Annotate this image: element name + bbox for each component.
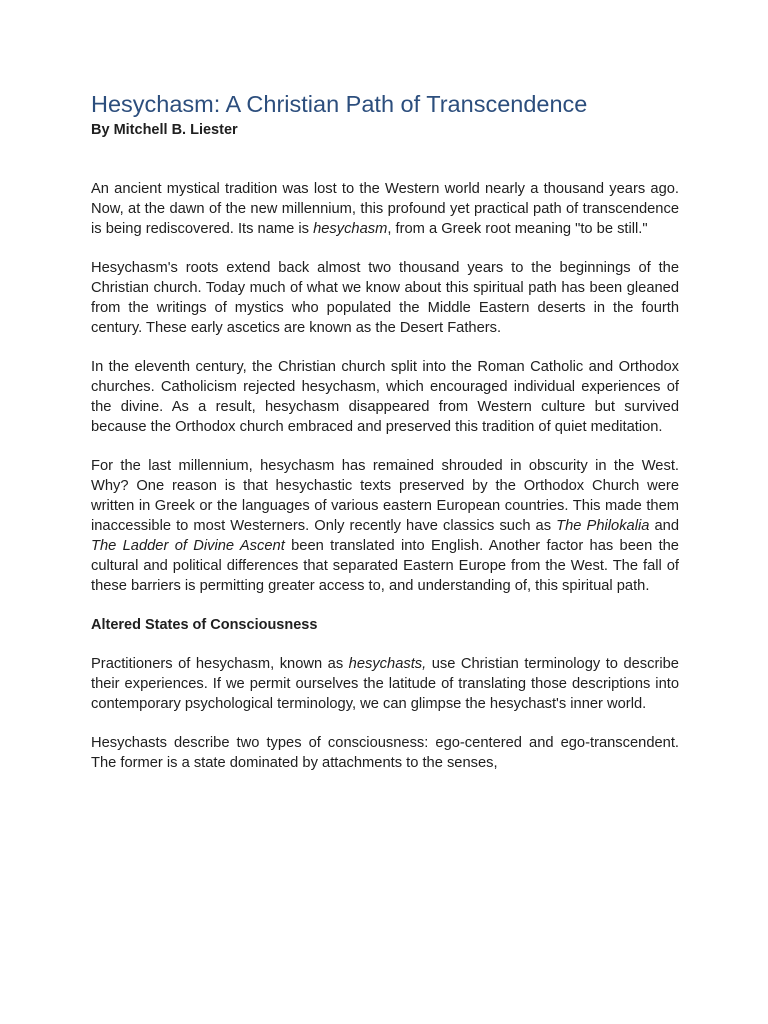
- paragraph-4-text-c: been translated into English. Another factor has been the cultural and political differences that separated Eastern Europe from the West. The fall of these barriers is permitting greater access to, and understanding of, this spiritual path.: [91, 538, 679, 594]
- paragraph-3: In the eleventh century, the Christian church split into the Roman Catholic and Orthodox churches. Catholicism rejected hesychasm, which encouraged individual experiences of the divine. As a result, hesychasm disappeared from Western culture but survived because the Orthodox church embraced and preserved this tradition of quiet meditation.: [91, 359, 679, 435]
- paragraph-6: Hesychasts describe two types of consciousness: ego-centered and ego-transcendent. The former is a state dominated by attachments to the senses,: [91, 735, 679, 771]
- document-title: Hesychasm: A Christian Path of Transcendence: [91, 91, 588, 117]
- document-body: [91, 88, 679, 792]
- paragraph-4-text-a: For the last millennium, hesychasm has remained shrouded in obscurity in the West. Why? One reason is that hesychastic texts preserved by the Orthodox Church were written in Greek or the languages of various eastern European countries. This made them inaccessible to most Westerners. Only recently have classics such as: [91, 458, 679, 534]
- paragraph-1-text-a: An ancient mystical tradition was lost to the Western world nearly a thousand years ago. Now, at the dawn of the new millennium, this profound yet practical path of transcendence is being rediscovered. Its name is: [91, 181, 679, 237]
- paragraph-4: [91, 456, 679, 596]
- paragraph-4-text-b: and: [649, 518, 679, 534]
- paragraph-5-emphasis: hesychasts,: [348, 656, 427, 672]
- paragraph-2: Hesychasm's roots extend back almost two thousand years to the beginnings of the Christian church. Today much of what we know about this spiritual path has been gleaned from the writings of mystics who populated the Middle Eastern deserts in the fourth century. These early ascetics are known as the Desert Fathers.: [91, 260, 679, 336]
- book-title-philokalia: The Philokalia: [556, 518, 650, 534]
- paragraph-5: [91, 654, 679, 714]
- author-byline: By Mitchell B. Liester: [91, 122, 238, 138]
- paragraph-1-emphasis: hesychasm: [313, 221, 388, 237]
- paragraph-5-text-b: use Christian terminology to describe their experiences. If we permit ourselves the latitude of translating those descriptions into contemporary psychological terminology, we can glimpse the hesychast's inner world.: [91, 656, 679, 712]
- paragraph-1: [91, 179, 679, 239]
- section-heading: Altered States of Consciousness: [91, 617, 318, 633]
- book-title-ladder: The Ladder of Divine Ascent: [91, 538, 285, 554]
- paragraph-1-text-b: , from a Greek root meaning "to be still.": [387, 221, 648, 237]
- paragraph-5-text-a: Practitioners of hesychasm, known as: [91, 656, 349, 672]
